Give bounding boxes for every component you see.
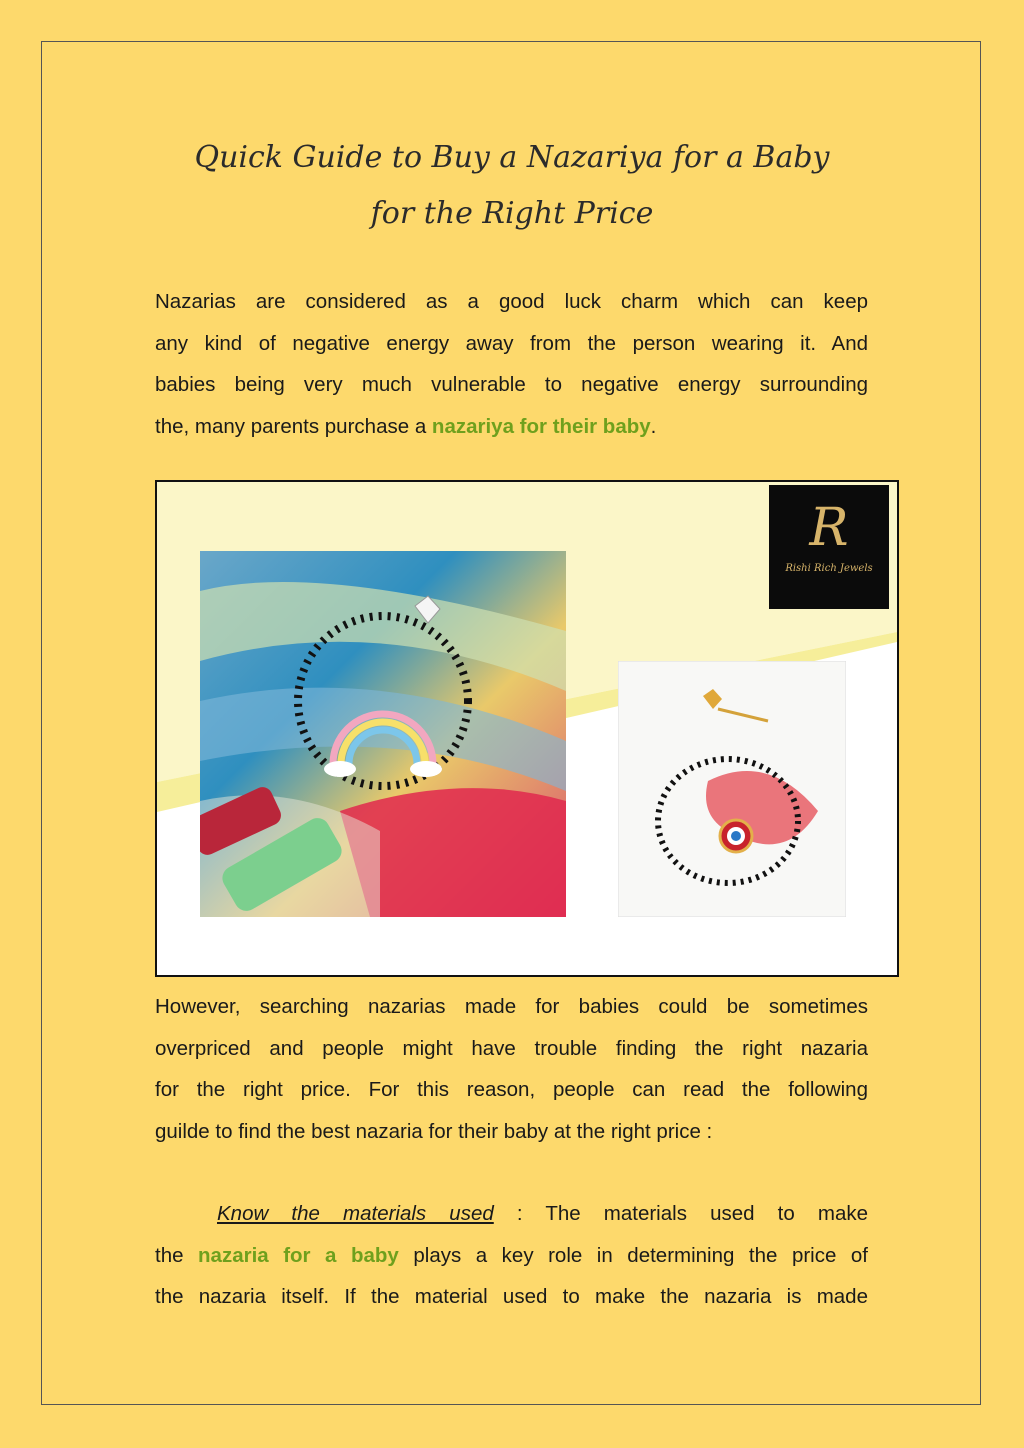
title-line-2: for the Right Price [370, 196, 654, 231]
product-figure [155, 480, 899, 977]
tip-line-1-rest: : The materials used to make [493, 1202, 868, 1225]
intro-paragraph [155, 281, 868, 447]
tip-paragraph [155, 1193, 868, 1318]
intro-line-4-suffix: . [650, 414, 657, 438]
logo-brand-name: Rishi Rich Jewels [785, 563, 873, 574]
intro-line-4-prefix: the, many parents purchase a [155, 414, 432, 438]
intro-line-2: any kind of negative energy away from the person wearing it. And [155, 331, 868, 355]
tip-line-3: the nazaria itself. If the material used to make the nazaria is made [155, 1285, 868, 1308]
page-title [100, 130, 924, 242]
intro-line-3: babies being very much vulnerable to negative energy surrounding [155, 373, 868, 396]
brand-logo [769, 485, 889, 609]
rainbow-bracelet-photo-icon [200, 551, 566, 917]
tip-line-2 [155, 1235, 868, 1277]
body-paragraph [155, 986, 868, 1152]
body-line-2: overpriced and people might have trouble finding the right nazaria [155, 1036, 868, 1060]
tip-heading: Know the materials used [217, 1202, 494, 1225]
nazaria-link[interactable]: nazaria for a baby [198, 1243, 399, 1267]
logo-monogram: R [809, 498, 849, 558]
body-line-1: However, searching nazarias made for babies could be sometimes [155, 995, 868, 1018]
nazariya-link[interactable]: nazariya for their baby [431, 414, 651, 438]
tip-line-2-suffix: plays a key role in determining the price of [398, 1243, 869, 1267]
title-line-1: Quick Guide to Buy a Nazariya for a Baby [194, 140, 830, 175]
intro-line-4 [155, 406, 868, 448]
body-line-3: for the right price. For this reason, people can read the following [155, 1078, 868, 1101]
tip-line-2-prefix: the [155, 1243, 199, 1267]
intro-line-1: Nazarias are considered as a good luck charm which can keep [155, 290, 868, 313]
evil-eye-bracelet-photo-icon [618, 661, 846, 917]
body-line-4: guilde to find the best nazaria for their baby at the right price : [155, 1119, 713, 1143]
tip-line-1 [155, 1193, 868, 1235]
